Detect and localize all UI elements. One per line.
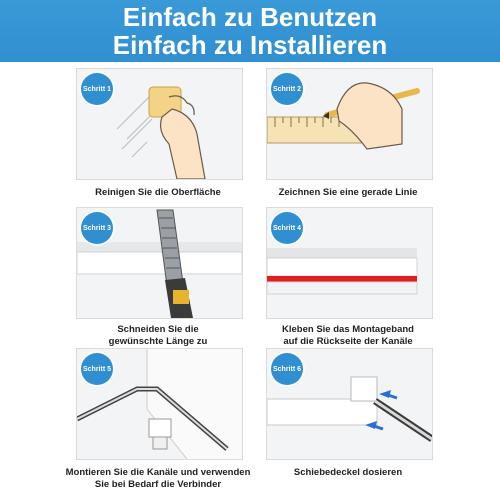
title-line-1: Einfach zu Benutzen <box>122 2 378 32</box>
step-4-caption: Kleben Sie das Montageband auf die Rückseite der Kanäle <box>282 324 414 347</box>
step-4-panel <box>266 207 433 319</box>
step-5-panel <box>76 348 243 460</box>
step-1-caption: Reinigen Sie die Oberfläche <box>95 187 221 198</box>
step-3-badge: Schritt 3 <box>81 212 113 244</box>
step-5-caption: Montieren Sie die Kanäle und verwenden Sie bei Bedarf die Verbinder <box>65 467 251 490</box>
step-3-panel <box>76 207 243 319</box>
step-6-badge: Schritt 6 <box>271 353 303 385</box>
step-2-panel <box>266 68 433 180</box>
step-1-badge: Schritt 1 <box>81 73 113 105</box>
step-2-badge: Schritt 2 <box>271 73 303 105</box>
title-line-2: Einfach zu Installieren <box>112 30 388 60</box>
step-1-panel <box>76 68 243 180</box>
step-3-caption: Schneiden Sie die gewünschte Länge zu <box>108 324 208 347</box>
step-6-caption: Schiebedeckel dosieren <box>293 467 403 478</box>
step-6-panel <box>266 348 433 460</box>
step-4-badge: Schritt 4 <box>271 212 303 244</box>
title-banner <box>0 0 500 62</box>
step-5-badge: Schritt 5 <box>81 353 113 385</box>
step-2-caption: Zeichnen Sie eine gerade Linie <box>278 187 418 198</box>
